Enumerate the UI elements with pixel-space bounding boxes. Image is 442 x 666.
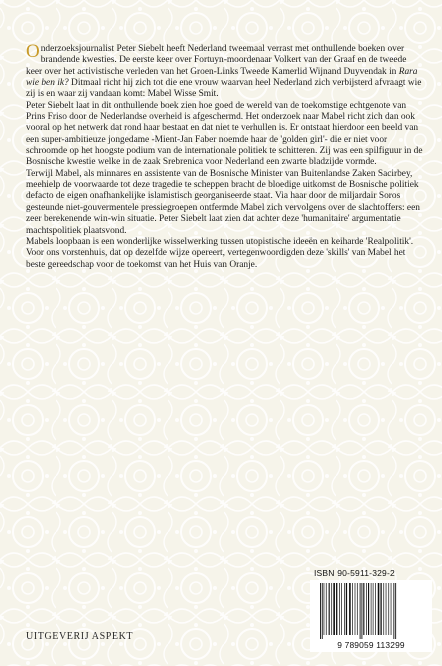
barcode-bar <box>355 583 356 635</box>
barcode-bar <box>383 583 384 635</box>
barcode-bar <box>360 583 361 639</box>
barcode-image <box>318 583 428 639</box>
barcode-bar <box>346 583 347 635</box>
book-title-italic: Rara wie ben ik? <box>26 66 418 89</box>
barcode-bar <box>344 583 345 635</box>
barcode-bar <box>339 583 340 635</box>
barcode-bar <box>324 583 325 635</box>
barcode-bar <box>352 583 353 635</box>
blurb-paragraph-4: Mabels loopbaan is een wonderlijke wisselwerking tussen utopistische ideeën en keiharde 'Realpolitik'. Voor ons vorstenhuis, dat op dezelfde wijze opereert, vertegenwoordigden deze 'skills' van Mabel het beste gereedschap voor de toekomst van het Huis van Oranje. <box>26 236 414 270</box>
barcode-bar <box>322 583 323 639</box>
barcode-bar <box>333 583 335 635</box>
blurb-lead-text: nderzoeksjournalist Peter Siebelt heeft Nederland tweemaal verrast met onthullende boeken over brandende kwesties. De eerste keer over Fortuyn-moordenaar Volkert van der Graaf en de tweede keer over het activistische verleden van het Groen-Links Tweede Kamerlid Wijnand Duyvendak in <box>26 44 407 77</box>
barcode-bar <box>331 583 332 635</box>
barcode-bar <box>363 583 364 635</box>
blurb-paragraph-3: Terwijl Mabel, als minnares en assistente van de Bosnische Minister van Buitenlandse Zaken Sacirbey, meehielp de voorwaarde tot deze tragedie te scheppen bracht de bloedige uitkomst de Bosnische politiek defacto de eigen onafhankelijke islamistisch georganiseerde staat. Via haar door de miljardair Soros gesteunde niet-gouvermentele pressiegroepen ontfermde Mabel zich vervolgens over de slachtoffers: een zeer berekenende win-win situatie. Peter Siebelt laat zien dat achter deze 'humanitaire' argumentatie machtspolitiek plaatsvond. <box>26 168 420 236</box>
barcode-bar <box>366 583 367 635</box>
barcode-box <box>310 580 432 652</box>
barcode-bar <box>393 583 394 639</box>
barcode-bar <box>380 583 381 635</box>
barcode-bar <box>329 583 330 635</box>
drop-cap: O <box>26 41 40 62</box>
publisher-name: UITGEVERIJ ASPEKT <box>26 631 134 642</box>
barcode-bar <box>391 583 392 635</box>
blurb-lead-tail: Ditmaal richt hij zich tot die ene vrouw waarvan heel Nederland zich verbijsterd afvraagt wie zij is en waar zij vandaan komt: Mabel Wisse Smit. <box>26 78 422 100</box>
barcode-bar <box>341 583 342 635</box>
barcode-bar <box>373 583 374 635</box>
barcode-bar <box>371 583 372 635</box>
barcode-bar <box>326 583 327 635</box>
back-cover-blurb <box>26 41 424 271</box>
barcode-bar <box>388 583 389 635</box>
barcode-bar <box>375 583 376 635</box>
barcode-bar <box>395 583 396 639</box>
barcode-bar <box>357 583 358 635</box>
barcode-bar <box>336 583 337 635</box>
barcode-number: 9 789059 113299 <box>337 640 405 650</box>
barcode-bar <box>320 583 321 639</box>
blurb-paragraph-2: Peter Siebelt laat in dit onthullende boek zien hoe goed de wereld van de toekomstige echtgenote van Prins Friso door de Nederlandse overheid is afgeschermd. Het onderzoek naar Mabel richt zich dan ook vooral op het netwerk dat rond haar bestaat en dat niet te verhullen is. Er ontstaat hierdoor een beeld van een super-ambitieuze jongedame -Mient-Jan Faber noemde haar de 'golden girl'- die er niet voor schroomde op het hoogste podium van de internationale politiek te schitteren. Zij was een spilfiguur in de Bosnische kwestie welke in de zaak Srebrenica voor Nederland een zwarte bladzijde vormde. <box>26 100 423 168</box>
barcode-bar <box>378 583 380 635</box>
blurb-paragraph-1 <box>26 41 424 101</box>
barcode-bar <box>349 583 351 635</box>
barcode-bar <box>368 583 369 635</box>
isbn-text: ISBN 90-5911-329-2 <box>314 568 395 578</box>
isbn-barcode-block <box>310 568 432 652</box>
barcode-bar <box>361 583 362 639</box>
barcode-bar <box>386 583 387 635</box>
